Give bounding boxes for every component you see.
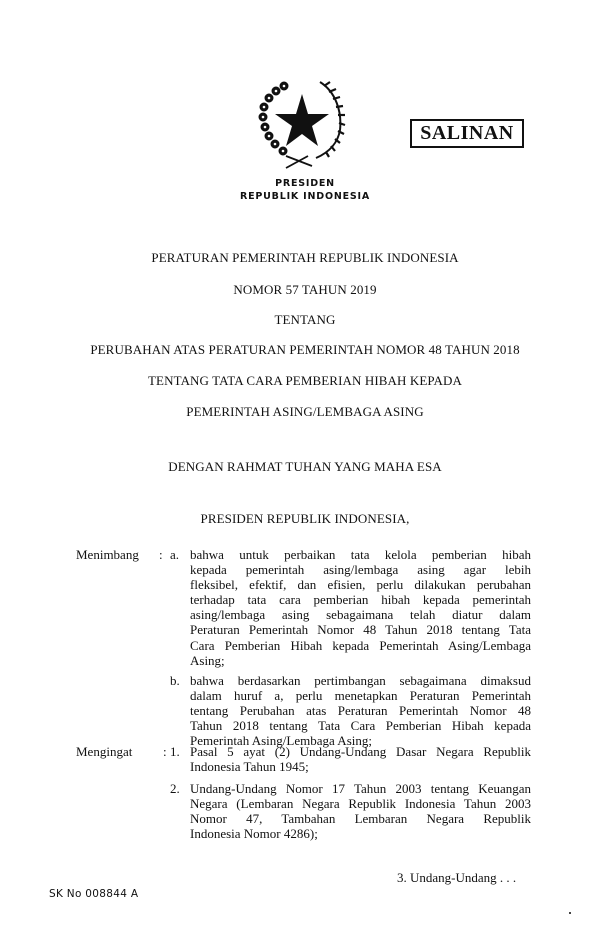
text-line: bahwa berdasarkan pertimbangan sebagaimana dimaksud [190,673,531,688]
regulation-subject-line1: PERUBAHAN ATAS PERATURAN PEMERINTAH NOMOR 48 TAHUN 2018 [90,342,520,357]
regulation-subject-line2: TENTANG TATA CARA PEMBERIAN HIBAH KEPADA [148,373,462,388]
regulation-type-title: PERATURAN PEMERINTAH REPUBLIK INDONESIA [151,250,459,265]
page-continuation-catchword: 3. Undang-Undang . . . [397,870,517,885]
text-line: Indonesia Tahun 1945; [190,759,309,775]
garuda-presidential-seal-icon [256,78,352,170]
scan-artifact-dot [569,912,571,914]
text-line: Undang-Undang Nomor 17 Tahun 2003 tentang Keuangan [190,781,531,796]
menimbang-label: Menimbang [76,547,139,562]
mengingat-item-2 [190,781,531,841]
text-line: Negara (Lembaran Negara Republik Indonesia Tahun 2003 [190,796,531,812]
institution-line-presiden: PRESIDEN [275,178,335,189]
regulation-subject-line3: PEMERINTAH ASING/LEMBAGA ASING [186,404,424,419]
text-line: kepada pemerintah asing/lembaga asing agar lebih [190,562,531,578]
text-line: Nomor 47, Tambahan Lembaran Negara Republik [190,811,531,827]
text-line: asing/lembaga asing sebagaimana telah diatur dalam [190,607,531,623]
institution-line-republik: REPUBLIK INDONESIA [240,191,370,202]
text-line: fleksibel, efektif, dan efisien, perlu dilakukan perubahan [190,577,531,593]
salinan-stamp: SALINAN [410,119,524,148]
text-line: Asing; [190,652,225,668]
mengingat-colon: : [163,744,167,759]
text-line: bahwa untuk perbaikan tata kelola pemberian hibah [190,547,531,562]
mengingat-label: Mengingat [76,744,133,759]
text-line: Peraturan Pemerintah Nomor 48 Tahun 2018 tentang Tata [190,622,531,638]
regulation-number: NOMOR 57 TAHUN 2019 [233,282,377,297]
menimbang-item-a [190,547,531,668]
text-line: Pasal 5 ayat (2) Undang-Undang Dasar Negara Republik [190,744,531,759]
text-line: Indonesia Nomor 4286); [190,826,318,842]
mengingat-item-1 [190,744,531,774]
tentang-label: TENTANG [274,312,336,327]
invocation: DENGAN RAHMAT TUHAN YANG MAHA ESA [168,459,442,474]
item-marker: b. [170,673,180,688]
item-marker: 1. [170,744,180,759]
text-line: Cara Pemberian Hibah kepada Pemerintah Asing/Lembaga [190,637,531,653]
menimbang-colon: : [159,547,163,562]
text-line: Tahun 2018 tentang Tata Cara Pemberian Hibah kepada [190,718,531,734]
document-serial-number: SK No 008844 A [49,888,139,900]
item-marker: a. [170,547,180,562]
text-line: terhadap tata cara pemberian hibah kepada pemerintah [190,592,531,608]
item-marker: 2. [170,781,180,796]
issuer: PRESIDEN REPUBLIK INDONESIA, [200,511,410,526]
text-line: tentang Perubahan atas Peraturan Pemerintah Nomor 48 [190,703,531,719]
menimbang-item-b [190,673,531,748]
text-line: Pemerintah Asing/Lembaga Asing; [190,733,372,749]
text-line: dalam huruf a, perlu menetapkan Peraturan Pemerintah [190,688,531,704]
